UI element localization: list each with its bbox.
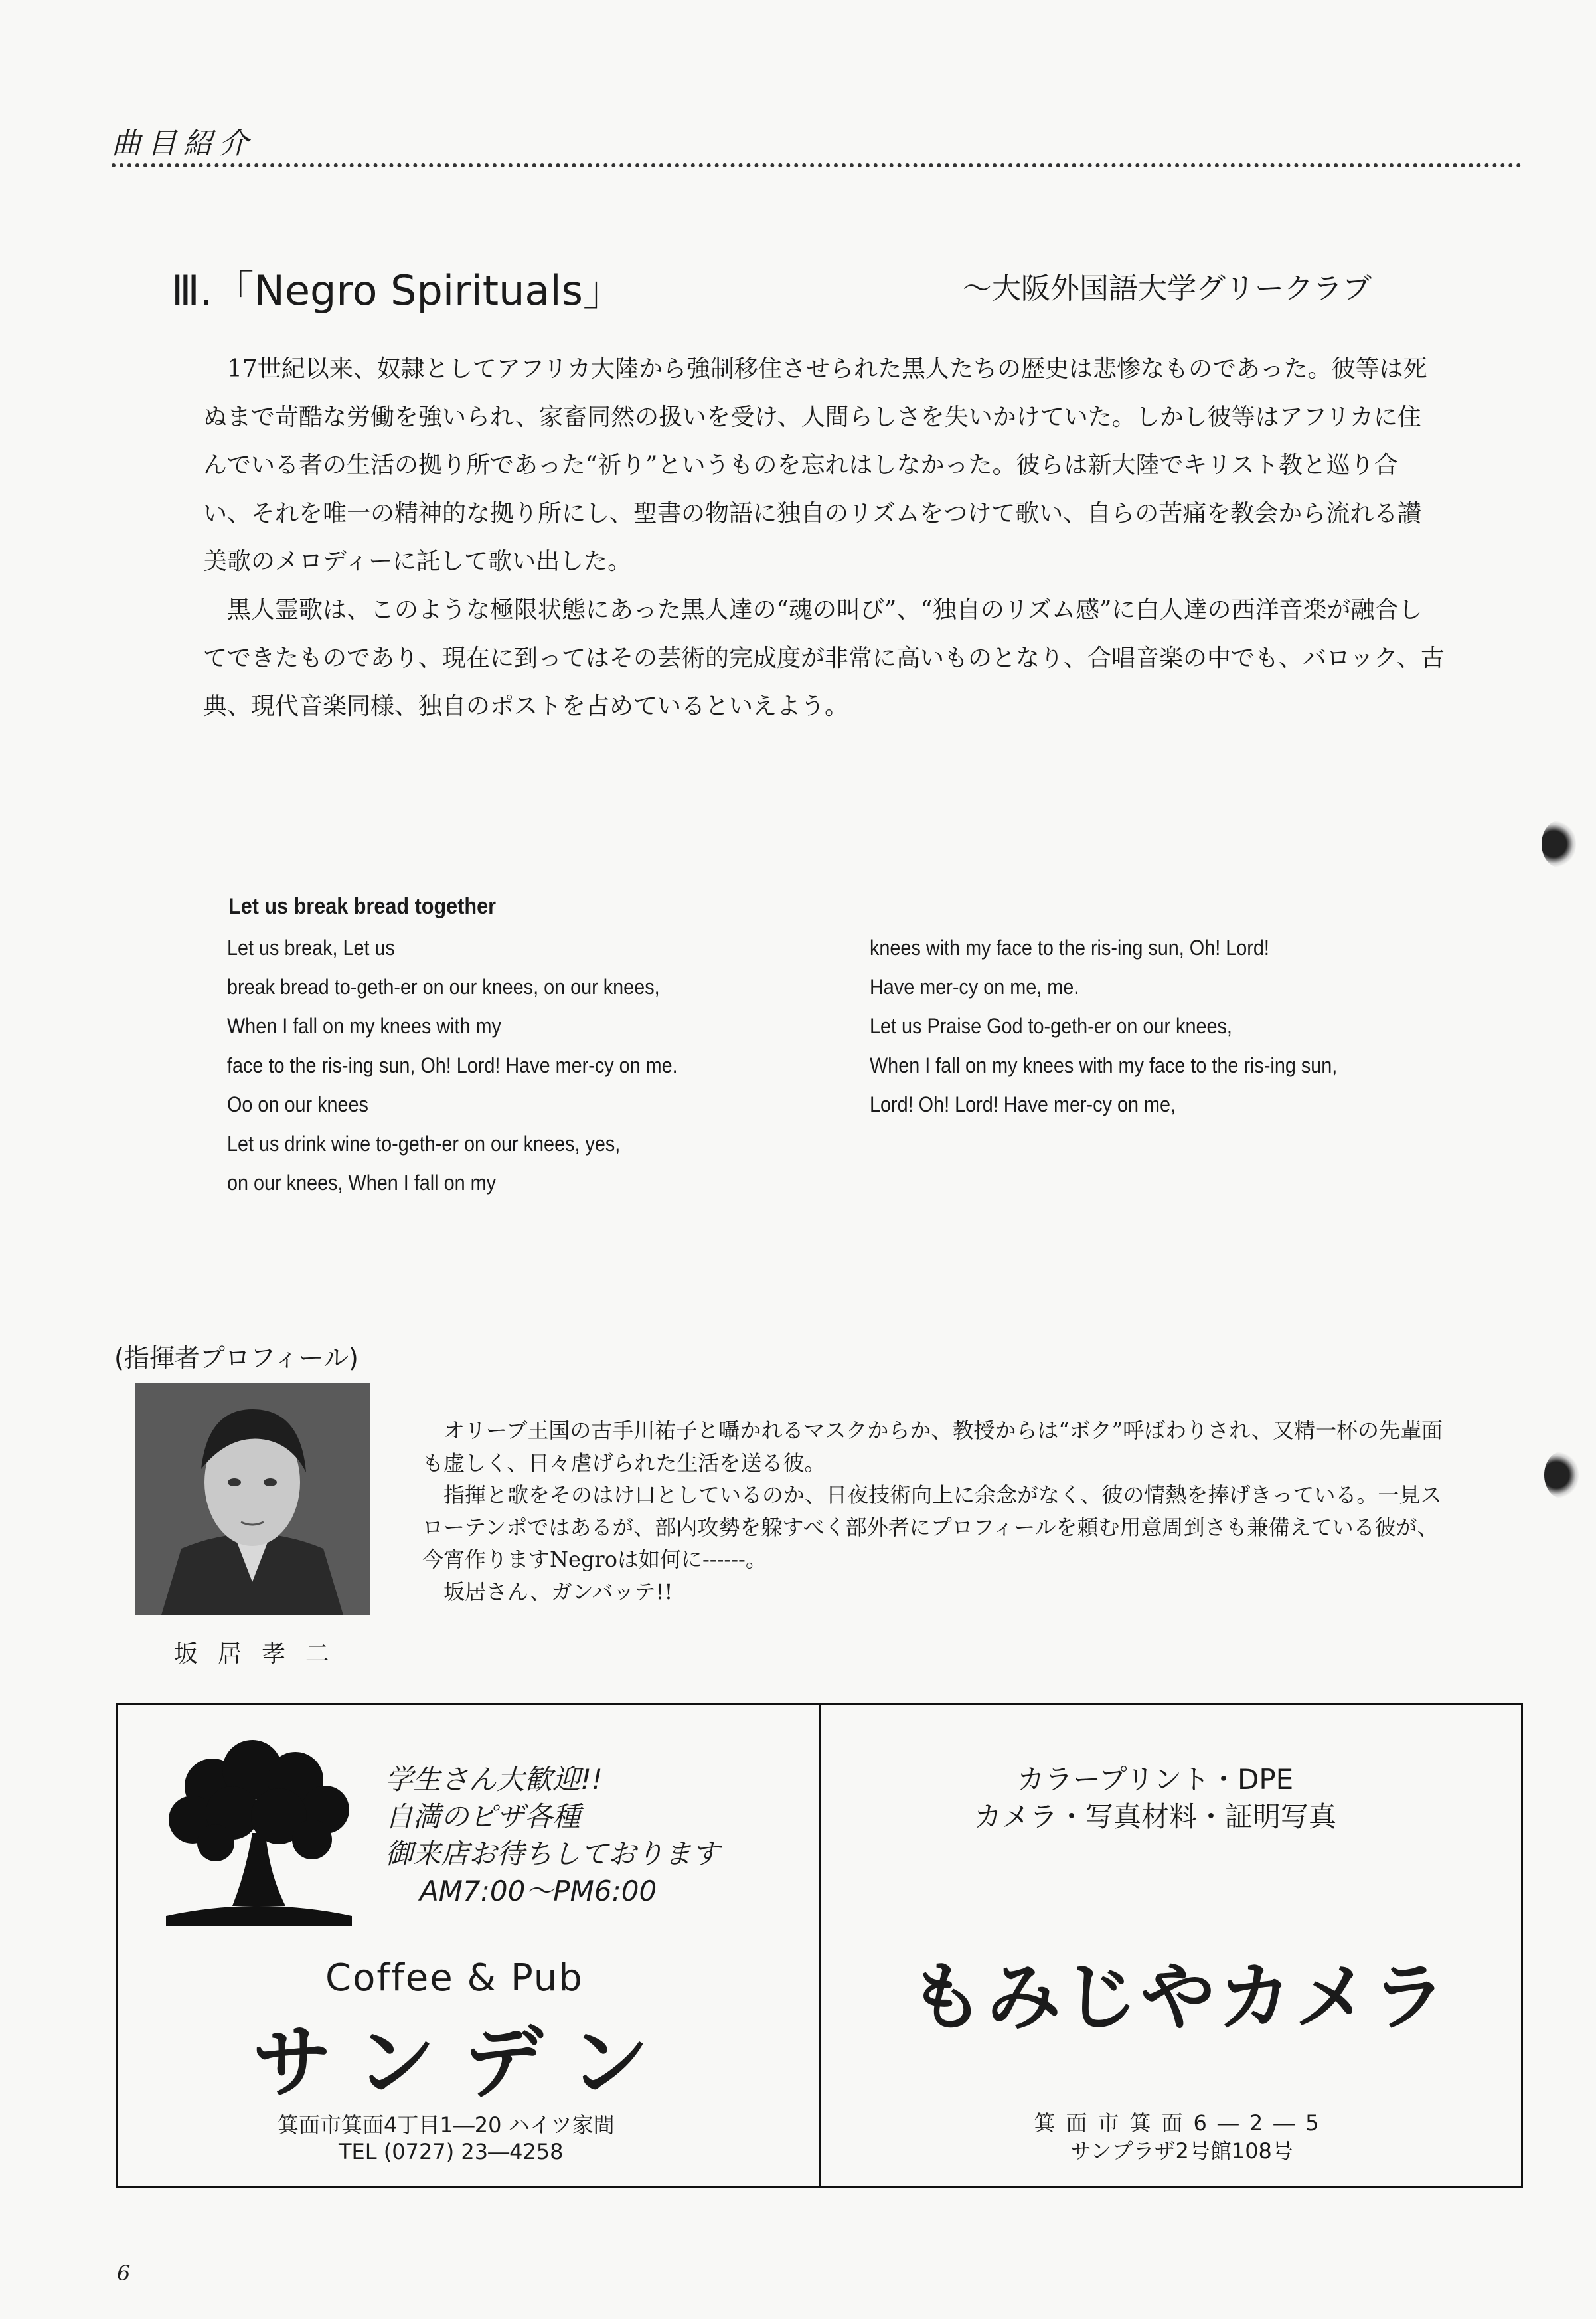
lyric-line: break bread to-geth-er on our knees, on our knees, [227,975,660,999]
profile-paragraph-1: オリーブ王国の古手川祐子と囁かれるマスクからか、教授からは“ボク”呼ばわりされ、又精一杯の先輩面も虚しく、日々虐げられた生活を送る彼。 [422,1418,1443,1476]
piece-title: Ⅲ.「Negro Spirituals」 [171,266,624,315]
intro-paragraph-1: 17世紀以来、奴隷としてアフリカ大陸から強制移住させられた黒人たちの歴史は悲惨なものであった。彼等は死ぬまで苛酷な労働を強いられ、家畜同然の扱いを受け、人間らしさを失いかけていた。しかし彼等はアフリカに住んでいる者の生活の拠り所であった“祈り”というものを忘れはしなかった。彼らは新大陸でキリスト教と巡り合い、それを唯一の精神的な拠り所にし、聖書の物語に独自のリズムをつけて歌い、自らの苦痛を教会から流れる讃美歌のメロディーに託して歌い出した。 [203,355,1427,576]
lyric-line: Let us drink wine to-geth-er on our knees, yes, [227,1132,621,1156]
intro-text [203,345,1445,731]
advertisement-divider [819,1703,821,2188]
lyric-line: When I fall on my knees with my face to the ris-ing sun, [870,1053,1338,1077]
lyrics-title: Let us break bread together [228,894,497,919]
sanden-street: 箕面市箕面4丁目1―20 ハイツ家間 [278,2112,615,2138]
dotted-rule [112,163,1522,167]
momiji-service: カラープリント・DPE [1016,1763,1294,1796]
lyric-line: When I fall on my knees with my [227,1014,501,1038]
sanden-tel: TEL (0727) 23―4258 [339,2139,564,2164]
tree-icon [153,1740,365,1939]
momiji-street: 箕面市箕面6―2―5 [1034,2110,1330,2136]
momiji-building: サンプラザ2号館108号 [1070,2138,1293,2164]
lyric-line: Let us Praise God to-geth-er on our knees, [870,1014,1232,1038]
sanden-taglines [385,1761,720,1910]
sanden-subtitle: Coffee & Pub [325,1956,584,2000]
profile-text [422,1415,1458,1608]
lyric-line: Have mer-cy on me, me. [870,975,1079,999]
sanden-name: サンデン [252,2017,677,2109]
sanden-hours: AM7:00〜PM6:00 [420,1875,657,1907]
momiji-services [963,1761,1348,1836]
profile-heading: (指揮者プロフィール) [114,1343,359,1373]
lyric-line: on our knees, When I fall on my [227,1171,496,1195]
lyrics-left-column [227,928,678,1203]
lyric-line: knees with my face to the ris-ing sun, Oh! Lord! [870,936,1269,960]
profile-paragraph-2: 指揮と歌をそのはけ口としているのか、日夜技術向上に余念がなく、彼の情熱を捧げきっている。一見スローテンポではあるが、部内攻勢を躱すべく部外者にプロフィールを頼む用意周到さも兼備えている彼が、今宵作りますNegroは如何に------。 [422,1482,1442,1572]
binder-hole [1544,1452,1579,1498]
sanden-address [278,2112,615,2165]
binder-hole [1542,821,1576,867]
conductor-photo [135,1383,370,1615]
lyrics-right-column [870,928,1337,1124]
page-number: 6 [117,2261,131,2286]
profile-paragraph-3: 坂居さん、ガンバッテ!! [443,1579,673,1604]
momiji-service: カメラ・写真材料・証明写真 [973,1800,1336,1833]
intro-paragraph-2: 黒人霊歌は、このような極限状態にあった黒人達の“魂の叫び”、“独自のリズム感”に白人達の西洋音楽が融合してできたものであり、現在に到ってはその芸術的完成度が非常に高いものとなり、合唱音楽の中でも、バロック、古典、現代音楽同様、独自のポストを占めているといえよう。 [203,596,1445,721]
sanden-tagline: 御来店お待ちしております [385,1838,720,1870]
momiji-address [929,2109,1434,2165]
lyric-line: face to the ris-ing sun, Oh! Lord! Have mer-cy on me. [227,1053,678,1077]
piece-performer: 〜大阪外国語大学グリークラブ [963,272,1372,305]
lyric-line: Oo on our knees [227,1092,368,1116]
momiji-name: もみじやカメラ [910,1954,1449,2041]
section-label: 曲目紹介 [112,127,255,161]
conductor-name: 坂居孝二 [174,1640,350,1668]
lyric-line: Lord! Oh! Lord! Have mer-cy on me, [870,1092,1176,1116]
sanden-tagline: 自満のピザ各種 [385,1800,581,1833]
portrait-illustration [135,1383,370,1615]
sanden-tagline: 学生さん大歓迎!! [385,1763,603,1796]
lyric-line: Let us break, Let us [227,936,395,960]
